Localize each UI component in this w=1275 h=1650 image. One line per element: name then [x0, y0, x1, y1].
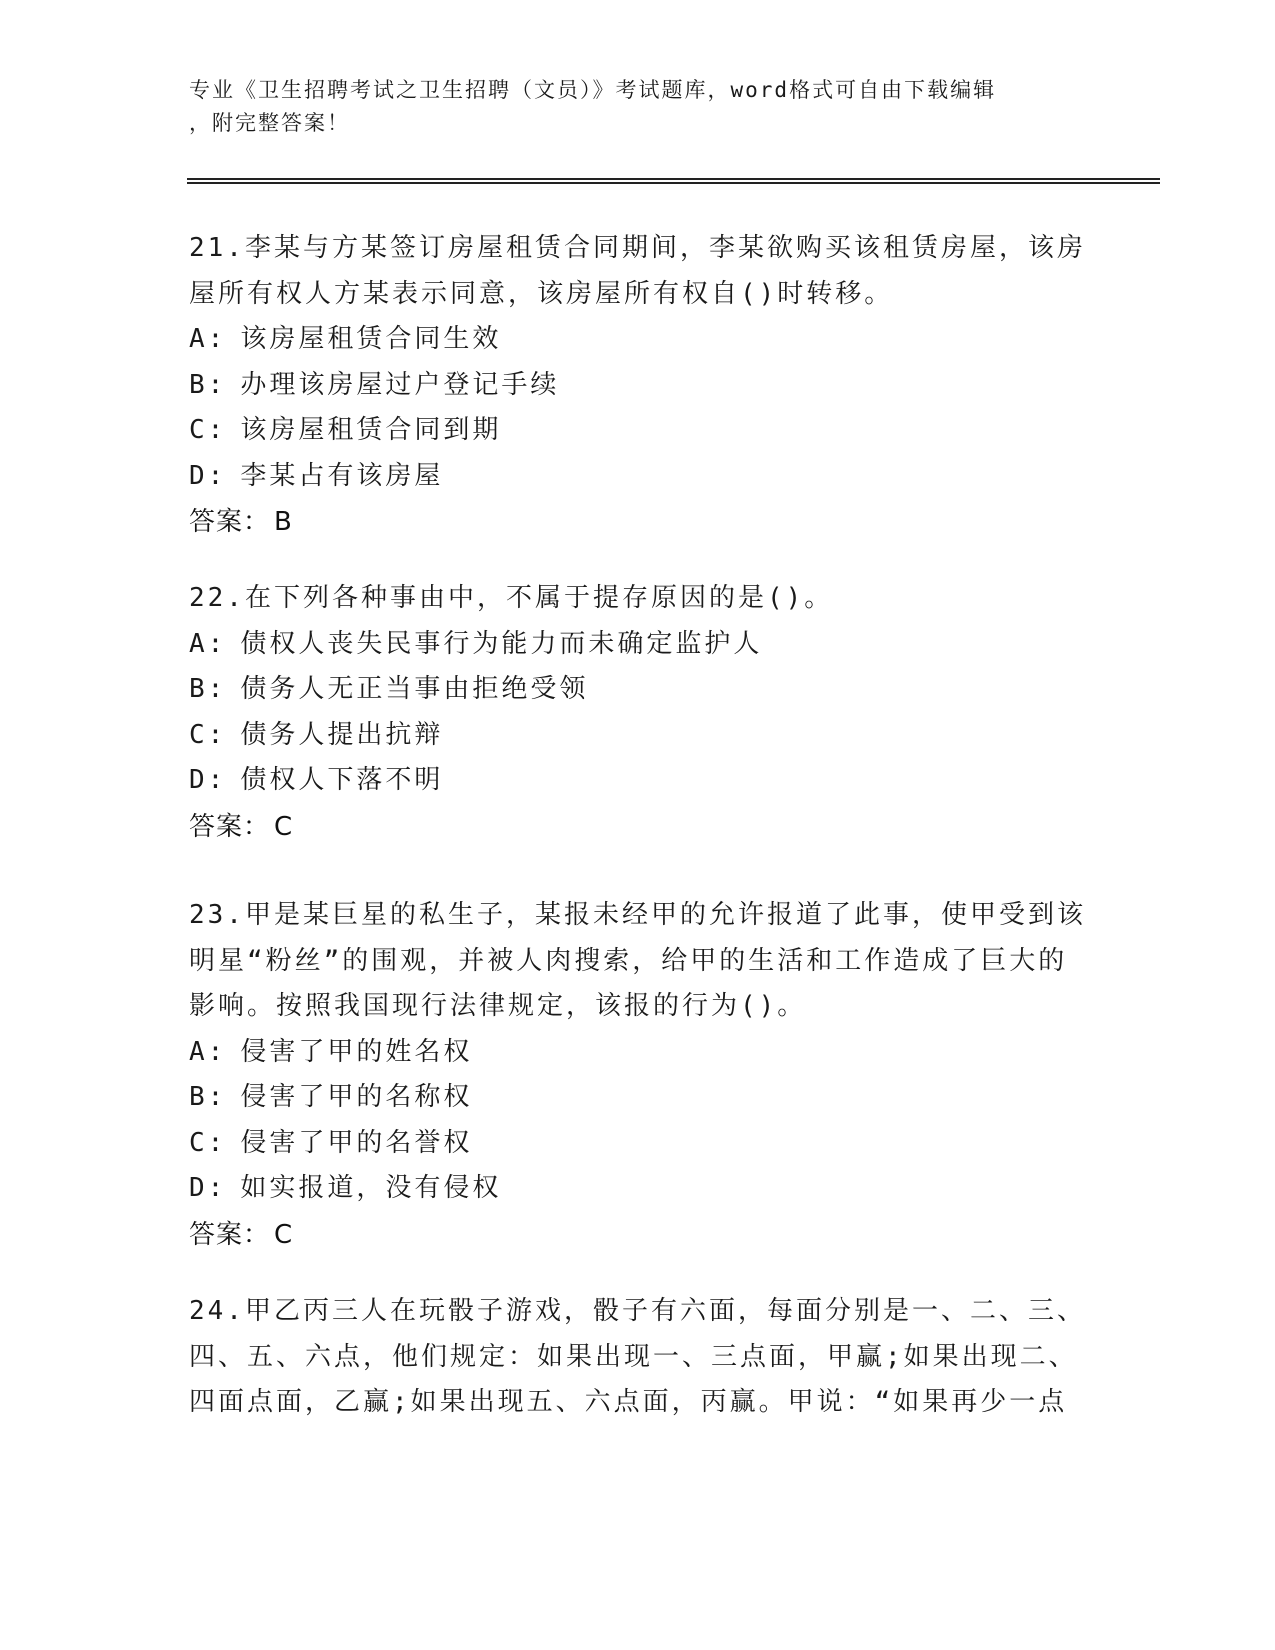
option-b: [189, 667, 1089, 713]
option-text: 办理该房屋过户登记手续: [240, 369, 560, 400]
option-b: [189, 363, 1089, 409]
option-key: B:: [189, 369, 227, 400]
question-stem: 22.在下列各种事由中，不属于提存原因的是()。: [189, 583, 834, 613]
question-24: [189, 1289, 1089, 1426]
question-23: [189, 893, 1089, 1258]
answer-label: 答案：: [189, 811, 271, 842]
option-d: [189, 758, 1089, 804]
option-text: 债务人无正当事由拒绝受领: [240, 674, 589, 704]
option-c: [189, 713, 1089, 759]
option-text: 该房屋租赁合同到期: [240, 415, 502, 445]
option-key: C:: [189, 719, 227, 750]
option-d: [189, 454, 1089, 500]
question-stem: 24.甲乙丙三人在玩骰子游戏，骰子有六面，每面分别是一、二、三、四、五、六点，他们规定：如果出现一、三点面，甲赢;如果出现二、四面点面，乙赢;如果出现五、六点面，丙赢。甲说：“如果再少一点: [189, 1296, 1086, 1417]
option-d: [189, 1166, 1089, 1212]
answer-value: C: [274, 811, 294, 842]
option-key: D:: [189, 1173, 227, 1203]
option-text: 侵害了甲的名称权: [240, 1082, 473, 1112]
option-key: A:: [189, 628, 227, 659]
option-text: 如实报道，没有侵权: [240, 1173, 502, 1203]
question-21: [189, 226, 1089, 545]
option-text: 侵害了甲的名誉权: [240, 1127, 473, 1158]
option-text: 侵害了甲的姓名权: [240, 1036, 473, 1067]
option-c: [189, 1121, 1089, 1167]
option-key: B:: [189, 674, 227, 704]
option-b: [189, 1075, 1089, 1121]
header-line-2: ，附完整答案！: [189, 111, 350, 135]
option-key: C:: [189, 1127, 227, 1158]
option-text: 债权人丧失民事行为能力而未确定监护人: [240, 628, 763, 659]
option-text: 李某占有该房屋: [240, 460, 444, 491]
option-key: A:: [189, 1036, 227, 1067]
option-text: 债权人下落不明: [240, 765, 444, 795]
option-key: C:: [189, 415, 227, 445]
answer-label: 答案：: [189, 507, 271, 537]
option-text: 该房屋租赁合同生效: [240, 324, 502, 354]
answer-line: [189, 499, 1089, 545]
option-key: A:: [189, 324, 227, 354]
answer-value: C: [274, 1219, 294, 1250]
question-22: [189, 576, 1089, 850]
document-header: [189, 74, 1069, 140]
option-a: [189, 622, 1089, 668]
answer-label: 答案：: [189, 1219, 271, 1250]
header-divider: [187, 178, 1160, 184]
answer-line: [189, 804, 1089, 850]
option-key: D:: [189, 460, 227, 491]
option-text: 债务人提出抗辩: [240, 719, 444, 750]
header-line-1: 专业《卫生招聘考试之卫生招聘（文员）》考试题库，word格式可自由下载编辑: [189, 78, 997, 102]
option-a: [189, 317, 1089, 363]
answer-line: [189, 1212, 1089, 1258]
option-a: [189, 1030, 1089, 1076]
option-key: D:: [189, 765, 227, 795]
question-stem: 21.李某与方某签订房屋租赁合同期间，李某欲购买该租赁房屋，该房屋所有权人方某表示同意，该房屋所有权自()时转移。: [189, 233, 1086, 309]
option-key: B:: [189, 1082, 227, 1112]
option-c: [189, 408, 1089, 454]
question-stem: 23.甲是某巨星的私生子，某报未经甲的允许报道了此事，使甲受到该明星“粉丝”的围观，并被人肉搜索，给甲的生活和工作造成了巨大的影响。按照我国现行法律规定，该报的行为()。: [189, 900, 1086, 1021]
answer-value: B: [274, 507, 293, 537]
